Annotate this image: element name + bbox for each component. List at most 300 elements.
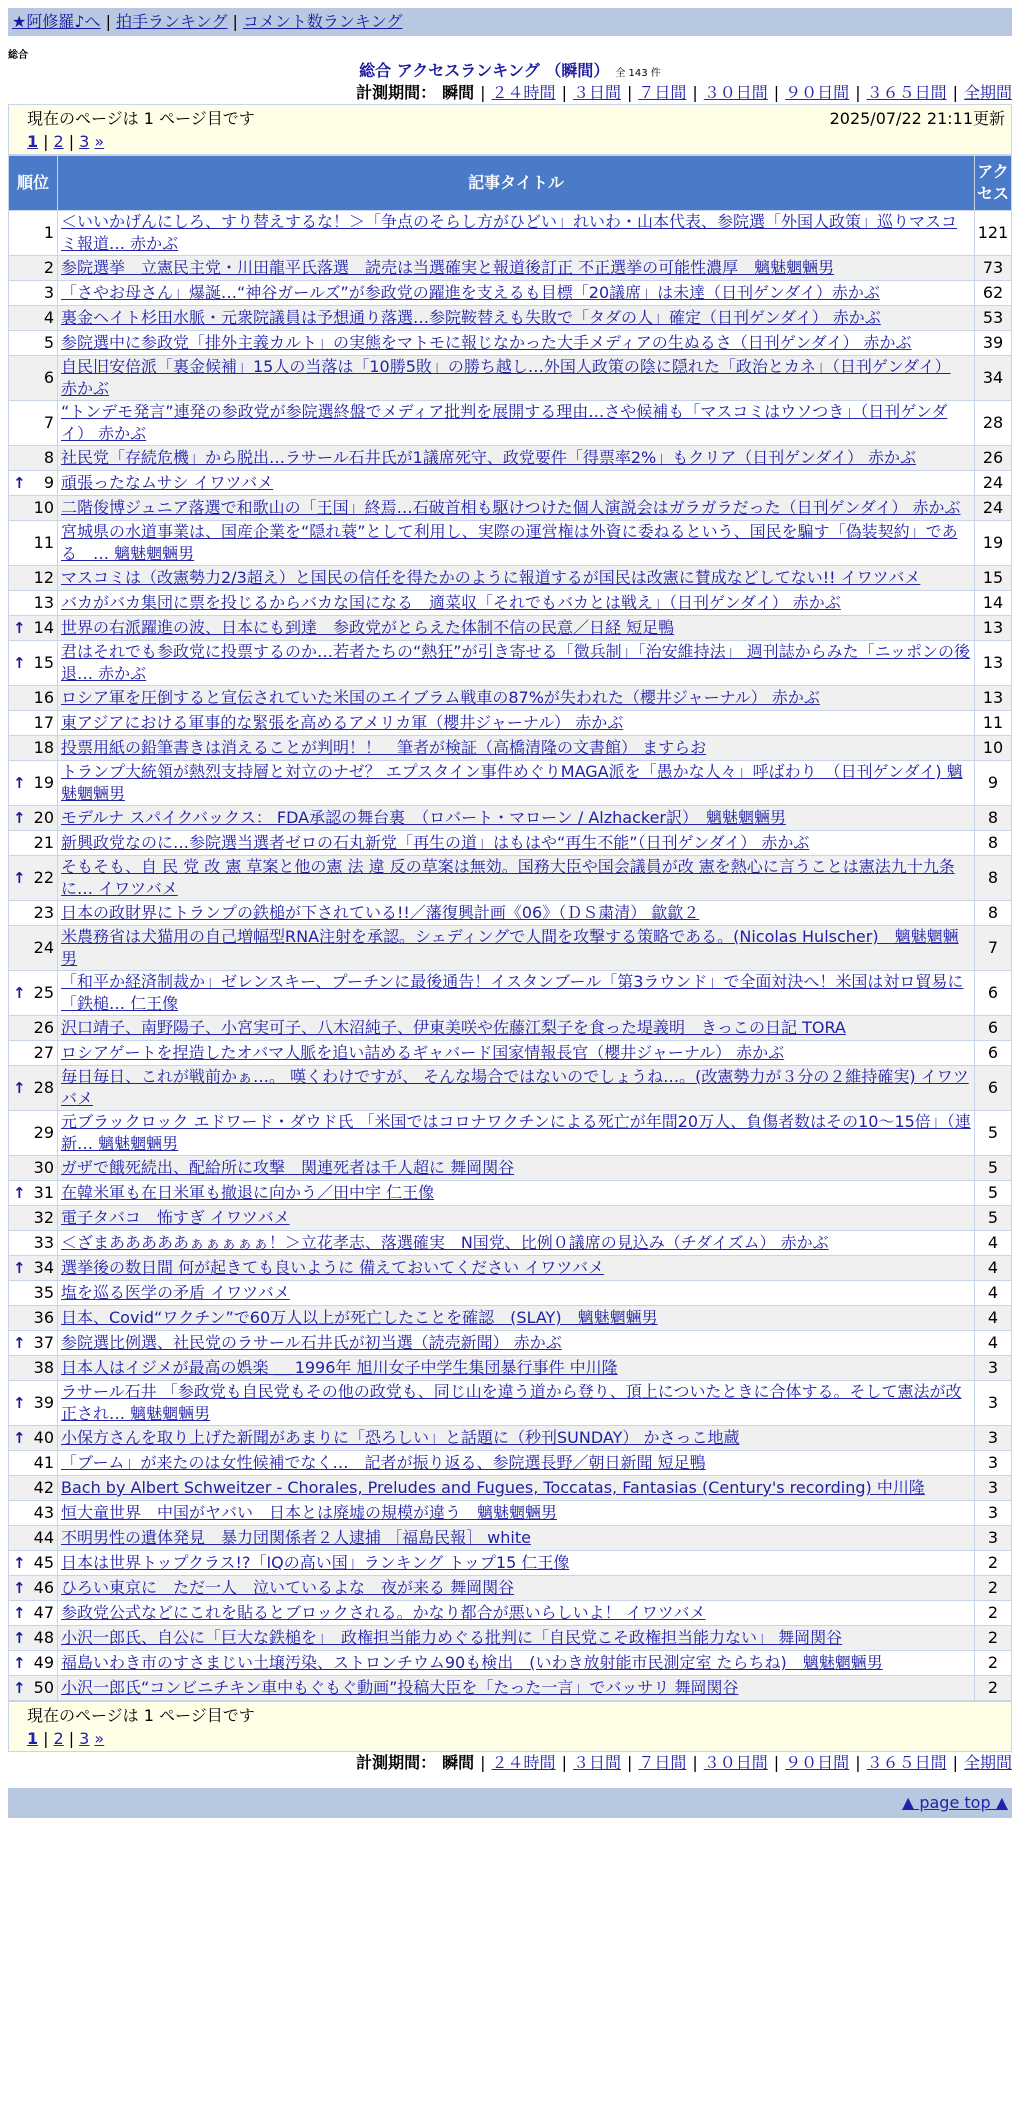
article-link[interactable]: 日本人はイジメが最高の娯楽 ＿ 1996年 旭川女子中学生集団暴行事件 中川隆 xyxy=(61,1358,618,1377)
access-count: 13 xyxy=(975,641,1012,686)
pager-page-3[interactable]: 3 xyxy=(79,1729,90,1748)
article-link[interactable]: 新興政党なのに…参院選当選者ゼロの石丸新党「再生の道」はもはや“再生不能”（日刊ゲンダイ） 赤かぶ xyxy=(61,833,810,852)
rank-number: 2 xyxy=(43,258,54,277)
access-count: 5 xyxy=(975,1206,1012,1231)
access-count: 13 xyxy=(975,686,1012,711)
rank-number: 31 xyxy=(33,1183,54,1202)
article-link[interactable]: 小沢一郎氏“コンビニチキン車中もぐもぐ動画”投稿大臣を「たった一言」でバッサリ 舞岡関谷 xyxy=(61,1678,739,1697)
period-option-4[interactable]: ９０日間 xyxy=(785,1753,850,1772)
article-link[interactable]: 自民旧安倍派「裏金候補」15人の当落は「10勝5敗」の勝ち越し…外国人政策の陰に隠れた「政治とカネ」（日刊ゲンダイ） 赤かぶ xyxy=(61,357,951,398)
rank-cell xyxy=(9,1066,58,1111)
access-count: 73 xyxy=(975,256,1012,281)
access-count: 4 xyxy=(975,1306,1012,1331)
page-info-row-bottom xyxy=(9,1705,1011,1727)
access-count: 39 xyxy=(975,331,1012,356)
article-link[interactable]: バカがバカ集団に票を投じるからバカな国になる 適菜収「それでもバカとは戦え」（日刊ゲンダイ） 赤かぶ xyxy=(61,593,841,612)
title-cell xyxy=(58,641,975,686)
ranking-title: 総合 アクセスランキング （瞬間） xyxy=(359,61,610,80)
table-row xyxy=(9,1111,1012,1156)
rank-cell xyxy=(9,566,58,591)
rank-number: 44 xyxy=(33,1528,54,1547)
access-count: 8 xyxy=(975,806,1012,831)
article-link[interactable]: “トンデモ発言”連発の参政党が参院選終盤でメディア批判を展開する理由…さや候補も「マスコミはウソつき」（日刊ゲンダイ） 赤かぶ xyxy=(61,402,948,443)
table-row xyxy=(9,926,1012,971)
table-row xyxy=(9,1206,1012,1231)
rank-up-arrow-icon: ↑ xyxy=(13,869,26,887)
period-label: 計測期間： xyxy=(356,1753,437,1772)
article-link[interactable]: ロシアゲートを捏造したオバマ人脈を追い詰めるギャバード国家情報長官（櫻井ジャーナル） 赤かぶ xyxy=(61,1043,785,1062)
period-option-1[interactable]: ３日間 xyxy=(572,83,621,102)
table-row xyxy=(9,521,1012,566)
rank-number: 4 xyxy=(43,308,54,327)
pager-page-2[interactable]: 2 xyxy=(53,1729,64,1748)
access-count: 13 xyxy=(975,616,1012,641)
rank-cell xyxy=(9,1381,58,1426)
rank-number: 34 xyxy=(33,1258,54,1277)
rank-up-arrow-icon: ↑ xyxy=(13,1334,26,1352)
rank-cell xyxy=(9,1331,58,1356)
title-cell xyxy=(58,831,975,856)
article-link[interactable]: ＜ざまあああああぁぁぁぁぁ！＞立花孝志、落選確実 N国党、比例０議席の見込み（チダイズム） 赤かぶ xyxy=(61,1233,829,1252)
ranking-table xyxy=(8,155,1012,1701)
article-link[interactable]: 米農務省は犬猫用の自己増幅型RNA注射を承認。シェディングで人間を攻撃する策略である。(Nicolas Hulscher) 魑魅魍魎男 xyxy=(61,927,959,968)
rank-number: 22 xyxy=(33,868,54,887)
table-row xyxy=(9,856,1012,901)
article-link[interactable]: ガザで餓死続出、配給所に攻撃 関連死者は千人超に 舞岡関谷 xyxy=(61,1158,515,1177)
access-count: 6 xyxy=(975,1066,1012,1111)
page-top-link[interactable]: ▲ page top ▲ xyxy=(901,1793,1008,1812)
table-row xyxy=(9,1451,1012,1476)
rank-cell xyxy=(9,256,58,281)
rank-number: 9 xyxy=(43,473,54,492)
title-cell xyxy=(58,1016,975,1041)
article-link[interactable]: 沢口靖子、南野陽子、小宮実可子、八木沼純子、伊東美咲や佐藤江梨子を食った堤義明 きっこの日記 TORA xyxy=(61,1018,846,1037)
access-count: 4 xyxy=(975,1281,1012,1306)
period-label: 計測期間： xyxy=(356,83,437,102)
ranking-heading xyxy=(8,60,1012,82)
table-row xyxy=(9,711,1012,736)
rank-up-arrow-icon: ↑ xyxy=(13,774,26,792)
rank-cell xyxy=(9,1651,58,1676)
table-row xyxy=(9,1651,1012,1676)
article-link[interactable]: 宮城県の水道事業は、国産企業を“隠れ蓑”として利用し、実際の運営権は外資に委ねるという、国民を騙す「偽装契約」である … 魑魅魍魎男 xyxy=(61,522,958,563)
article-link[interactable]: 在韓米軍も在日米軍も撤退に向かう／田中宇 仁王像 xyxy=(61,1183,435,1202)
article-link[interactable]: 「さやお母さん」爆誕…“神谷ガールズ”が参政党の躍進を支えるも目標「20議席」は未達（日刊ゲンダイ）赤かぶ xyxy=(61,283,880,302)
period-separator: | xyxy=(561,1753,567,1772)
title-cell xyxy=(58,971,975,1016)
title-cell xyxy=(58,281,975,306)
rank-cell xyxy=(9,211,58,256)
pager-page-3[interactable]: 3 xyxy=(79,132,90,151)
rank-cell xyxy=(9,831,58,856)
period-separator: | xyxy=(952,83,958,102)
title-cell xyxy=(58,471,975,496)
article-link[interactable]: 東アジアにおける軍事的な緊張を高めるアメリカ軍（櫻井ジャーナル） 赤かぶ xyxy=(61,713,624,732)
table-row xyxy=(9,1551,1012,1576)
title-cell xyxy=(58,1181,975,1206)
article-link[interactable]: 世界の右派躍進の波、日本にも到達 参政党がとらえた体制不信の民意／日経 短足鴨 xyxy=(61,618,675,637)
article-link[interactable]: 毎日毎日、これが戦前かぁ…。 嘆くわけですが、 そんな場合ではないのでしょうね…。(改憲勢力が３分の２維持確実) イワツバメ xyxy=(61,1067,969,1108)
rank-cell xyxy=(9,971,58,1016)
title-cell xyxy=(58,616,975,641)
rank-cell xyxy=(9,1156,58,1181)
rank-number: 15 xyxy=(33,653,54,672)
col-header-access-label: アクセス xyxy=(977,162,1010,203)
table-row xyxy=(9,401,1012,446)
article-link[interactable]: 福島いわき市のすさまじい土壌汚染、ストロンチウム90も検出 (いわき放射能市民測定室 たらちね) 魑魅魍魎男 xyxy=(61,1653,883,1672)
rank-number: 17 xyxy=(33,713,54,732)
period-selector-top xyxy=(8,82,1012,104)
pagination-bottom xyxy=(9,1727,1011,1751)
period-option-current: 瞬間 xyxy=(442,1753,475,1772)
table-row xyxy=(9,356,1012,401)
article-link[interactable]: ひろい東京に ただ一人 泣いているよな 夜が来る 舞岡関谷 xyxy=(61,1578,515,1597)
table-row xyxy=(9,566,1012,591)
pager-page-1[interactable]: 1 xyxy=(27,1729,39,1748)
title-cell xyxy=(58,1426,975,1451)
table-row xyxy=(9,446,1012,471)
rank-number: 19 xyxy=(33,773,54,792)
table-row xyxy=(9,306,1012,331)
article-link[interactable]: 投票用紙の鉛筆書きは消えることが判明！！ 筆者が検証（高橋清隆の文書館） ますらお xyxy=(61,738,707,757)
rank-up-arrow-icon: ↑ xyxy=(13,619,26,637)
table-row xyxy=(9,471,1012,496)
article-link[interactable]: 参政党公式などにこれを貼るとブロックされる。かなり都合が悪いらしいよ！ イワツバメ xyxy=(61,1603,706,1622)
article-link[interactable]: 不明男性の遺体発見 暴力団関係者２人逮捕 ［福島民報］ white xyxy=(61,1528,531,1547)
article-link[interactable]: 「ブーム」が来たのは女性候補でなく… 記者が振り返る、参院選長野／朝日新聞 短足鴨 xyxy=(61,1453,706,1472)
period-separator: | xyxy=(855,83,861,102)
title-cell xyxy=(58,1306,975,1331)
rank-cell xyxy=(9,1451,58,1476)
period-option-6[interactable]: 全期間 xyxy=(963,1753,1012,1772)
rank-number: 12 xyxy=(33,568,54,587)
rank-cell xyxy=(9,1206,58,1231)
article-link[interactable]: 日本、Covid“ワクチン”で60万人以上が死亡したことを確認 (SLAY) 魑魅魍魎男 xyxy=(61,1308,658,1327)
access-count: 8 xyxy=(975,856,1012,901)
title-cell xyxy=(58,1066,975,1111)
access-count: 26 xyxy=(975,446,1012,471)
title-cell xyxy=(58,1626,975,1651)
nav-link-comment-ranking[interactable]: コメント数ランキング xyxy=(242,12,403,31)
rank-up-arrow-icon: ↑ xyxy=(13,1679,26,1697)
title-cell xyxy=(58,1676,975,1701)
rank-cell xyxy=(9,281,58,306)
title-cell xyxy=(58,1281,975,1306)
title-cell xyxy=(58,1381,975,1426)
period-separator: | xyxy=(561,83,567,102)
rank-cell xyxy=(9,1281,58,1306)
rank-cell xyxy=(9,641,58,686)
article-link[interactable]: 日本の政財界にトランプの鉄槌が下されている!!／藩復興計画《06》（ＤＳ粛清） 歙歙２ xyxy=(61,903,700,922)
article-link[interactable]: ＜いいかげんにしろ、すり替えするな！＞「争点のそらし方がひどい」れいわ・山本代表、参院選「外国人政策」巡りマスコミ報道… 赤かぶ xyxy=(61,212,958,253)
col-header-rank-label: 順位 xyxy=(17,173,50,192)
pagination-top xyxy=(9,130,1011,154)
period-separator: | xyxy=(773,83,780,102)
title-cell xyxy=(58,521,975,566)
article-link[interactable]: トランプ大統領が熱烈支持層と対立のナゼ？ エプスタイン事件めぐりMAGA派を「愚かな人々」呼ばわり （日刊ゲンダイ) 魑魅魍魎男 xyxy=(61,762,963,803)
period-option-5[interactable]: ３６５日間 xyxy=(866,83,947,102)
nav-link-asyura-home[interactable]: ★阿修羅♪へ xyxy=(12,12,101,31)
title-cell xyxy=(58,256,975,281)
title-cell xyxy=(58,356,975,401)
access-count: 3 xyxy=(975,1501,1012,1526)
title-cell xyxy=(58,566,975,591)
rank-number: 39 xyxy=(33,1393,54,1412)
rank-cell xyxy=(9,1356,58,1381)
table-row xyxy=(9,1281,1012,1306)
period-option-4[interactable]: ９０日間 xyxy=(785,83,850,102)
rank-cell xyxy=(9,1526,58,1551)
table-row xyxy=(9,591,1012,616)
rank-up-arrow-icon: ↑ xyxy=(13,1079,26,1097)
article-link[interactable]: 参院選挙 立憲民主党・川田龍平氏落選 読売は当選確実と報道後訂正 不正選挙の可能性濃厚 魑魅魍魎男 xyxy=(61,258,835,277)
rank-cell xyxy=(9,446,58,471)
rank-number: 10 xyxy=(33,498,54,517)
article-link[interactable]: 参院選中に参政党「排外主義カルト」の実態をマトモに報じなかった大手メディアの生ぬるさ（日刊ゲンダイ） 赤かぶ xyxy=(61,333,912,352)
article-link[interactable]: 恒大童世界 中国がヤバい 日本とは廃墟の規模が違う 魑魅魍魎男 xyxy=(61,1503,558,1522)
access-count: 3 xyxy=(975,1426,1012,1451)
rank-number: 40 xyxy=(33,1428,54,1447)
article-link[interactable]: ロシア軍を圧倒すると宣伝されていた米国のエイブラム戦車の87%が失われた（櫻井ジャーナル） 赤かぶ xyxy=(61,688,820,707)
period-option-3[interactable]: ３０日間 xyxy=(703,1753,768,1772)
rank-cell xyxy=(9,306,58,331)
rank-cell xyxy=(9,1501,58,1526)
rank-number: 23 xyxy=(33,903,54,922)
rank-number: 20 xyxy=(33,808,54,827)
rank-cell xyxy=(9,806,58,831)
rank-number: 33 xyxy=(33,1233,54,1252)
rank-number: 1 xyxy=(43,223,54,242)
article-link[interactable]: 元ブラックロック エドワード・ダウド氏 「米国ではコロナワクチンによる死亡が年間20万人、負傷者数はその10〜15倍」（連新… 魑魅魍魎男 xyxy=(61,1112,971,1153)
article-link[interactable]: 選挙後の数日間 何が起きても良いように 備えておいてください イワツバメ xyxy=(61,1258,604,1277)
access-count: 24 xyxy=(975,471,1012,496)
title-cell xyxy=(58,211,975,256)
period-option-3[interactable]: ３０日間 xyxy=(703,83,768,102)
article-link[interactable]: 裏金ヘイト杉田水脈・元衆院議員は予想通り落選…参院鞍替えも失敗で「タダの人」確定（日刊ゲンダイ） 赤かぶ xyxy=(61,308,881,327)
page-info-box-bottom xyxy=(8,1701,1012,1752)
rank-up-arrow-icon: ↑ xyxy=(13,1394,26,1412)
access-count: 2 xyxy=(975,1551,1012,1576)
table-row xyxy=(9,1526,1012,1551)
access-count: 2 xyxy=(975,1601,1012,1626)
rank-number: 24 xyxy=(33,938,54,957)
rank-number: 35 xyxy=(33,1283,54,1302)
rank-number: 41 xyxy=(33,1453,54,1472)
nav-separator: | xyxy=(105,12,111,31)
bottom-bar xyxy=(8,1788,1012,1818)
article-link[interactable]: マスコミは（改憲勢力2/3超え）と国民の信任を得たかのように報道するが国民は改憲に賛成などしてない!! イワツバメ xyxy=(61,568,921,587)
rank-cell xyxy=(9,1111,58,1156)
article-link[interactable]: 君はそれでも参政党に投票するのか…若者たちの“熱狂”が引き寄せる「徴兵制」「治安維持法」 週刊誌からみた「ニッポンの後退… 赤かぶ xyxy=(61,642,971,683)
rank-number: 43 xyxy=(33,1503,54,1522)
article-link[interactable]: そもそも、自 民 党 改 憲 草案と他の憲 法 違 反の草案は無効。国務大臣や国会議員が改 憲を熱心に言うことは憲法九十九条に… イワツバメ xyxy=(61,857,955,898)
table-row xyxy=(9,686,1012,711)
rank-cell xyxy=(9,616,58,641)
table-row xyxy=(9,1041,1012,1066)
access-count: 2 xyxy=(975,1626,1012,1651)
page-info-box-top xyxy=(8,104,1012,155)
table-row xyxy=(9,1626,1012,1651)
period-option-0[interactable]: ２４時間 xyxy=(491,83,556,102)
access-count: 3 xyxy=(975,1476,1012,1501)
ranking-table-body xyxy=(9,211,1012,1701)
table-row xyxy=(9,1256,1012,1281)
access-count: 15 xyxy=(975,566,1012,591)
access-count: 8 xyxy=(975,831,1012,856)
table-row xyxy=(9,1306,1012,1331)
period-separator: | xyxy=(626,83,633,102)
top-nav-bar xyxy=(8,8,1012,36)
col-header-rank xyxy=(9,156,58,211)
article-link[interactable]: Bach by Albert Schweitzer - Chorales, Preludes and Fugues, Toccatas, Fantasias (Century's recording) 中川隆 xyxy=(61,1478,925,1497)
table-row xyxy=(9,1356,1012,1381)
rank-up-arrow-icon: ↑ xyxy=(13,1554,26,1572)
article-link[interactable]: モデルナ スパイクバックス： FDA承認の舞台裏 （ロバート・マローン / Alzhacker訳） 魑魅魍魎男 xyxy=(61,808,787,827)
rank-cell xyxy=(9,686,58,711)
rank-number: 26 xyxy=(33,1018,54,1037)
title-cell xyxy=(58,496,975,521)
title-cell xyxy=(58,1206,975,1231)
rank-number: 3 xyxy=(43,283,54,302)
table-row xyxy=(9,971,1012,1016)
rank-up-arrow-icon: ↑ xyxy=(13,1654,26,1672)
rank-number: 48 xyxy=(33,1628,54,1647)
title-cell xyxy=(58,1476,975,1501)
rank-number: 29 xyxy=(33,1123,54,1142)
rank-number: 46 xyxy=(33,1578,54,1597)
rank-cell xyxy=(9,711,58,736)
article-link[interactable]: 小沢一郎氏、自公に「巨大な鉄槌を」 政権担当能力めぐる批判に「自民党こそ政権担当能力ない」 舞岡関谷 xyxy=(61,1628,843,1647)
period-option-2[interactable]: ７日間 xyxy=(638,83,687,102)
access-count: 14 xyxy=(975,591,1012,616)
nav-link-clap-ranking[interactable]: 拍手ランキング xyxy=(115,12,228,31)
rank-up-arrow-icon: ↑ xyxy=(13,1604,26,1622)
table-row xyxy=(9,901,1012,926)
table-row xyxy=(9,1331,1012,1356)
rank-number: 30 xyxy=(33,1158,54,1177)
table-row xyxy=(9,256,1012,281)
access-count: 53 xyxy=(975,306,1012,331)
rank-cell xyxy=(9,1181,58,1206)
article-link[interactable]: 二階俊博ジュニア落選で和歌山の「王国」終焉…石破首相も駆けつけた個人演説会はガラガラだった（日刊ゲンダイ） 赤かぶ xyxy=(61,498,961,517)
rank-cell xyxy=(9,1306,58,1331)
rank-cell xyxy=(9,1626,58,1651)
access-count: 28 xyxy=(975,401,1012,446)
table-row xyxy=(9,1381,1012,1426)
article-link[interactable]: 小保方さんを取り上げた新聞があまりに「恐ろしい」と話題に（秒刊SUNDAY） かさっこ地蔵 xyxy=(61,1428,740,1447)
table-row xyxy=(9,211,1012,256)
access-count: 10 xyxy=(975,736,1012,761)
article-link[interactable]: 日本は世界トップクラス!?「IQの高い国」ランキング トップ15 仁王像 xyxy=(61,1553,570,1572)
period-option-2[interactable]: ７日間 xyxy=(638,1753,687,1772)
pager-next-link[interactable]: » xyxy=(94,1729,105,1748)
rank-number: 16 xyxy=(33,688,54,707)
title-cell xyxy=(58,901,975,926)
article-link[interactable]: 参院選比例選、社民党のラサール石井氏が初当選（読売新聞） 赤かぶ xyxy=(61,1333,562,1352)
table-row xyxy=(9,1181,1012,1206)
period-separator: | xyxy=(626,1753,633,1772)
table-row xyxy=(9,1501,1012,1526)
table-row xyxy=(9,496,1012,521)
rank-number: 11 xyxy=(33,533,54,552)
rank-number: 50 xyxy=(33,1678,54,1697)
title-cell xyxy=(58,1331,975,1356)
table-row xyxy=(9,281,1012,306)
rank-number: 18 xyxy=(33,738,54,757)
access-count: 19 xyxy=(975,521,1012,566)
period-option-6[interactable]: 全期間 xyxy=(963,83,1012,102)
table-row xyxy=(9,1476,1012,1501)
pager-next-link[interactable]: » xyxy=(94,132,105,151)
article-link[interactable]: 「和平か経済制裁か」ゼレンスキー、プーチンに最後通告！イスタンブール「第3ラウンド」で全面対決へ！米国は対ロ貿易に「鉄槌… 仁王像 xyxy=(61,972,964,1013)
rank-cell xyxy=(9,856,58,901)
table-row xyxy=(9,831,1012,856)
rank-number: 28 xyxy=(33,1078,54,1097)
title-cell xyxy=(58,306,975,331)
rank-cell xyxy=(9,1601,58,1626)
article-link[interactable]: 電子タバコ 怖すぎ イワツバメ xyxy=(61,1208,290,1227)
access-count: 5 xyxy=(975,1181,1012,1206)
rank-up-arrow-icon: ↑ xyxy=(13,474,26,492)
rank-cell xyxy=(9,521,58,566)
title-cell xyxy=(58,686,975,711)
pager-separator: | xyxy=(68,1729,75,1748)
title-cell xyxy=(58,1156,975,1181)
article-link[interactable]: 塩を巡る医学の矛盾 イワツバメ xyxy=(61,1283,290,1302)
title-cell xyxy=(58,1451,975,1476)
rank-cell xyxy=(9,1016,58,1041)
access-count: 2 xyxy=(975,1676,1012,1701)
rank-cell xyxy=(9,1426,58,1451)
table-row xyxy=(9,1016,1012,1041)
access-count: 5 xyxy=(975,1156,1012,1181)
title-cell xyxy=(58,1651,975,1676)
title-cell xyxy=(58,1601,975,1626)
period-option-5[interactable]: ３６５日間 xyxy=(866,1753,947,1772)
rank-cell xyxy=(9,401,58,446)
rank-cell xyxy=(9,331,58,356)
rank-number: 8 xyxy=(43,448,54,467)
access-count: 121 xyxy=(975,211,1012,256)
table-row xyxy=(9,1066,1012,1111)
table-row xyxy=(9,736,1012,761)
period-option-1[interactable]: ３日間 xyxy=(572,1753,621,1772)
title-cell xyxy=(58,1551,975,1576)
article-link[interactable]: ラサール石井 「参政党も自民党もその他の政党も、同じ山を違う道から登り、頂上についたときに合体する。そして憲法が改正され… 魑魅魍魎男 xyxy=(61,1382,962,1423)
access-count: 8 xyxy=(975,901,1012,926)
rank-number: 45 xyxy=(33,1553,54,1572)
rank-number: 6 xyxy=(43,368,54,387)
nav-separator: | xyxy=(232,12,238,31)
rank-cell xyxy=(9,1551,58,1576)
page xyxy=(8,8,1012,1818)
table-row xyxy=(9,1156,1012,1181)
rank-number: 49 xyxy=(33,1653,54,1672)
article-link[interactable]: 頑張ったなムサシ イワツバメ xyxy=(61,473,274,492)
title-cell xyxy=(58,1111,975,1156)
article-link[interactable]: 社民党「存続危機」から脱出…ラサール石井氏が1議席死守、政党要件「得票率2%」もクリア（日刊ゲンダイ） 赤かぶ xyxy=(61,448,917,467)
table-row xyxy=(9,1601,1012,1626)
pager-page-1[interactable]: 1 xyxy=(27,132,39,151)
table-row xyxy=(9,1676,1012,1701)
table-row xyxy=(9,1426,1012,1451)
period-option-0[interactable]: ２４時間 xyxy=(491,1753,556,1772)
pager-page-2[interactable]: 2 xyxy=(53,132,64,151)
period-separator: | xyxy=(855,1753,861,1772)
access-count: 5 xyxy=(975,1111,1012,1156)
access-count: 7 xyxy=(975,926,1012,971)
rank-up-arrow-icon: ↑ xyxy=(13,654,26,672)
